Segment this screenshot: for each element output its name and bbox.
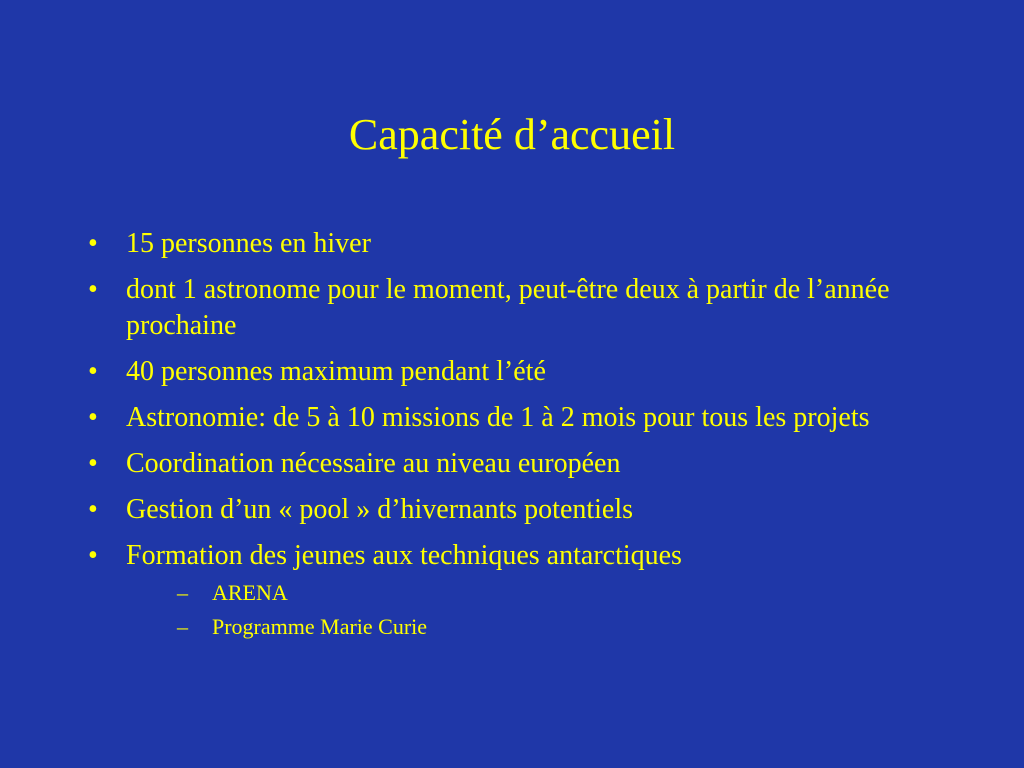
bullet-text: Astronomie: de 5 à 10 missions de 1 à 2 mois pour tous les projets	[126, 402, 870, 433]
bullet-marker: •	[88, 228, 98, 259]
bullet-text: dont 1 astronome pour le moment, peut-être deux à partir de l’année prochaine	[126, 274, 890, 341]
slide-title: Capacité d’accueil	[348, 110, 676, 159]
bullet-item	[85, 400, 955, 436]
sub-bullet-item	[166, 612, 955, 642]
bullet-item	[85, 354, 955, 390]
sub-bullet-text: ARENA	[212, 580, 288, 605]
bullet-item	[85, 272, 955, 344]
bullet-item	[85, 446, 955, 482]
sub-bullet-item	[166, 578, 955, 608]
bullet-item	[85, 226, 955, 262]
bullet-marker: •	[88, 356, 98, 387]
bullet-text: Formation des jeunes aux techniques antarctiques	[126, 540, 682, 571]
bullet-item	[85, 492, 955, 528]
sub-bullet-text: Programme Marie Curie	[212, 614, 428, 639]
bullet-marker: •	[88, 494, 98, 525]
bullet-text: 15 personnes en hiver	[126, 228, 371, 259]
bullet-text: Coordination nécessaire au niveau européen	[126, 448, 621, 479]
bullet-marker: •	[88, 274, 98, 305]
sub-bullet-marker: –	[177, 614, 188, 639]
bullet-list	[85, 226, 955, 652]
bullet-item	[85, 538, 955, 642]
bullet-text: 40 personnes maximum pendant l’été	[126, 356, 546, 387]
bullet-marker: •	[88, 402, 98, 433]
bullet-marker: •	[88, 448, 98, 479]
bullet-text: Gestion d’un « pool » d’hivernants potentiels	[126, 494, 634, 525]
sub-bullet-marker: –	[177, 580, 188, 605]
sub-bullet-list	[126, 578, 955, 642]
bullet-marker: •	[88, 540, 98, 571]
